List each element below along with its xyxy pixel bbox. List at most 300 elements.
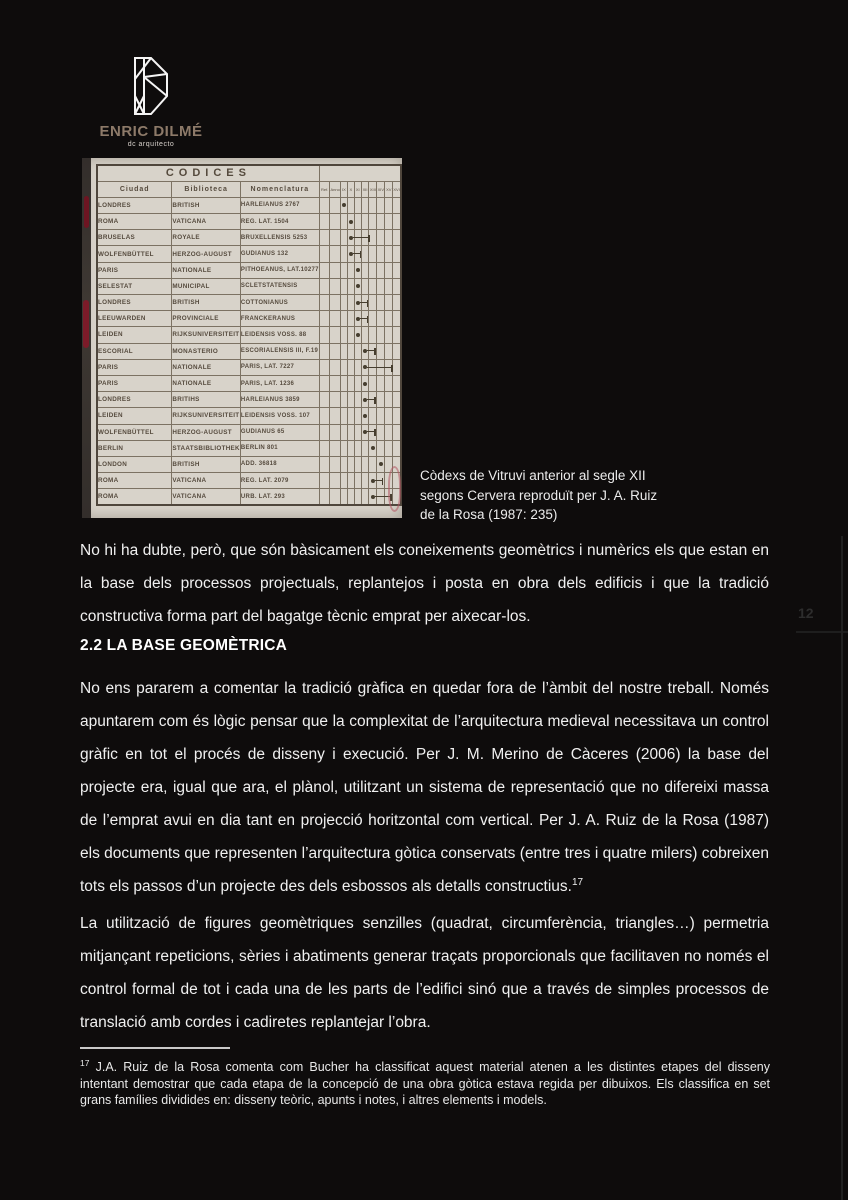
century-cell: [385, 343, 393, 359]
cell-ciudad: WOLFENBÜTTEL: [97, 246, 172, 262]
footnote-separator: [80, 1047, 230, 1049]
cell-biblioteca: VATICANA: [172, 489, 241, 505]
century-cell: [340, 375, 347, 391]
century-cell: [393, 295, 401, 311]
cell-ciudad: ESCORIAL: [97, 343, 172, 359]
century-cell: [354, 311, 361, 327]
century-cell: [393, 408, 401, 424]
century-cell: [377, 489, 385, 505]
century-cell: [354, 440, 361, 456]
century-cell: [340, 197, 347, 213]
century-cell: [347, 489, 354, 505]
century-cell: [369, 424, 377, 440]
cell-ciudad: BERLIN: [97, 440, 172, 456]
century-cell: [319, 311, 330, 327]
century-cell: [385, 262, 393, 278]
century-cell: [347, 424, 354, 440]
century-cell: [377, 197, 385, 213]
cell-nomenclatura: COTTONIANUS: [240, 295, 319, 311]
century-cell: [393, 246, 401, 262]
cell-ciudad: LONDON: [97, 456, 172, 472]
codices-table-grid: [96, 164, 402, 506]
century-cell: [319, 489, 330, 505]
century-cell: [340, 230, 347, 246]
century-cell: [347, 327, 354, 343]
century-cell: [330, 456, 340, 472]
century-cell: [354, 230, 361, 246]
codex-dot-marker: [356, 284, 360, 288]
codex-dot-marker: [363, 382, 367, 386]
table-row: [97, 392, 401, 408]
century-cell: [377, 456, 385, 472]
century-cell: [347, 440, 354, 456]
cell-ciudad: LEIDEN: [97, 408, 172, 424]
century-column-header: Ref.: [319, 181, 330, 197]
table-row: [97, 424, 401, 440]
century-cell: [340, 278, 347, 294]
century-cell: [361, 440, 369, 456]
century-cell: [393, 375, 401, 391]
cell-nomenclatura: URB. LAT. 293: [240, 489, 319, 505]
century-cell: [347, 197, 354, 213]
table-row: [97, 311, 401, 327]
right-margin-rule: [841, 536, 843, 1200]
table-row: [97, 327, 401, 343]
codex-dot-marker: [356, 268, 360, 272]
century-cell: [385, 278, 393, 294]
codex-dot-marker: [342, 203, 346, 207]
century-cell: [385, 408, 393, 424]
cell-biblioteca: RIJKSUNIVERSITEIT: [172, 327, 241, 343]
cell-biblioteca: VATICANA: [172, 214, 241, 230]
century-cell: [369, 343, 377, 359]
century-cell: [354, 359, 361, 375]
century-cell: [319, 197, 330, 213]
cell-nomenclatura: PARIS, LAT. 1236: [240, 375, 319, 391]
cell-nomenclatura: REG. LAT. 2079: [240, 473, 319, 489]
cell-biblioteca: ROYALE: [172, 230, 241, 246]
century-cell: [377, 440, 385, 456]
cell-ciudad: ROMA: [97, 489, 172, 505]
century-cell: [319, 375, 330, 391]
cell-biblioteca: BRITISH: [172, 456, 241, 472]
logo: [96, 55, 206, 148]
century-cell: [361, 424, 369, 440]
century-cell: [354, 489, 361, 505]
century-cell: [393, 278, 401, 294]
table-row: [97, 440, 401, 456]
century-cell: [354, 262, 361, 278]
century-cell: [377, 214, 385, 230]
century-cell: [330, 440, 340, 456]
century-cell: [330, 359, 340, 375]
century-cell: [330, 392, 340, 408]
century-cell: [330, 246, 340, 262]
century-cell: [361, 311, 369, 327]
century-cell: [377, 392, 385, 408]
cell-nomenclatura: GUDIANUS 65: [240, 424, 319, 440]
century-cell: [319, 473, 330, 489]
cell-biblioteca: BRITISH: [172, 295, 241, 311]
century-cell: [340, 359, 347, 375]
century-cell: [319, 214, 330, 230]
century-cell: [354, 375, 361, 391]
table-row: [97, 278, 401, 294]
century-cell: [369, 440, 377, 456]
century-cell: [393, 359, 401, 375]
table-row: [97, 262, 401, 278]
century-cell: [377, 246, 385, 262]
century-cell: [347, 392, 354, 408]
century-cell: [347, 375, 354, 391]
century-cell: [369, 456, 377, 472]
century-cell: [319, 230, 330, 246]
codices-title-spacer: [319, 165, 401, 181]
century-cell: [340, 343, 347, 359]
century-cell: [377, 230, 385, 246]
century-cell: [369, 278, 377, 294]
century-cell: [361, 327, 369, 343]
century-cell: [369, 489, 377, 505]
century-cell: [377, 408, 385, 424]
scan-artifact-pink: [388, 466, 401, 512]
century-cell: [385, 327, 393, 343]
century-cell: [319, 295, 330, 311]
cell-ciudad: LEEUWARDEN: [97, 311, 172, 327]
century-cell: [354, 246, 361, 262]
century-cell: [319, 262, 330, 278]
century-cell: [385, 424, 393, 440]
century-cell: [369, 408, 377, 424]
century-cell: [347, 311, 354, 327]
cell-nomenclatura: BRUXELLENSIS 5253: [240, 230, 319, 246]
century-cell: [347, 456, 354, 472]
century-cell: [347, 295, 354, 311]
century-column-header: XI: [354, 181, 361, 197]
century-cell: [340, 473, 347, 489]
century-cell: [377, 262, 385, 278]
century-cell: [385, 392, 393, 408]
cell-ciudad: ROMA: [97, 473, 172, 489]
century-cell: [340, 311, 347, 327]
century-cell: [330, 262, 340, 278]
century-cell: [361, 375, 369, 391]
century-cell: [393, 343, 401, 359]
century-cell: [347, 359, 354, 375]
century-cell: [330, 295, 340, 311]
cell-nomenclatura: FRANCKERANUS: [240, 311, 319, 327]
century-cell: [319, 278, 330, 294]
century-cell: [330, 230, 340, 246]
codices-table: [96, 164, 402, 506]
century-cell: [340, 295, 347, 311]
column-header: Biblioteca: [172, 181, 241, 197]
cell-biblioteca: MUNICIPAL: [172, 278, 241, 294]
cell-ciudad: PARIS: [97, 359, 172, 375]
century-cell: [393, 230, 401, 246]
century-cell: [347, 262, 354, 278]
century-cell: [393, 392, 401, 408]
century-cell: [361, 456, 369, 472]
century-cell: [385, 246, 393, 262]
century-cell: [330, 408, 340, 424]
century-column-header: XV: [385, 181, 393, 197]
codex-dot-marker: [356, 333, 360, 337]
century-cell: [369, 262, 377, 278]
century-column-header: XII: [361, 181, 369, 197]
century-cell: [319, 327, 330, 343]
century-cell: [361, 197, 369, 213]
cell-nomenclatura: ESCORIALENSIS III, F.19: [240, 343, 319, 359]
century-cell: [369, 359, 377, 375]
century-cell: [330, 311, 340, 327]
cell-nomenclatura: PITHOEANUS, LAT.10277: [240, 262, 319, 278]
cell-biblioteca: NATIONALE: [172, 375, 241, 391]
paragraph: No ens pararem a comentar la tradició gràfica en quedar fora de l’àmbit del nostre treball. Només apuntarem com és lògic pensar que la complexitat de l’arquitectura medieval necessitava un control gràfic en tot el procés de disseny i execució. Per J. M. Merino de Càceres (2006) la base del projecte era, igual que ara, el plànol, utilitzant un sistema de representació que no difereixi massa de l’emprat avui en dia tant en projecció horitzontal com vertical. Per J. A. Ruiz de la Rosa (1987) els documents que representen l’arquitectura gòtica conservats (entre tres i quatre milers) cobreixen tots els passos d’un projecte des dels esbossos als detalls constructius.$^{17}$: [80, 680, 769, 895]
century-cell: [369, 214, 377, 230]
codices-title: CODICES: [97, 165, 319, 181]
cell-ciudad: PARIS: [97, 262, 172, 278]
table-row: [97, 408, 401, 424]
table-row: [97, 197, 401, 213]
cell-ciudad: ROMA: [97, 214, 172, 230]
caption-line: de la Rosa (1987: 235): [420, 507, 558, 522]
figure-caption: [420, 466, 760, 525]
century-cell: [369, 197, 377, 213]
caption-line: Còdexs de Vitruvi anterior al segle XII: [420, 468, 646, 483]
century-cell: [377, 473, 385, 489]
cell-biblioteca: RIJKSUNIVERSITEIT: [172, 408, 241, 424]
century-cell: [319, 424, 330, 440]
century-cell: [369, 311, 377, 327]
century-cell: [377, 278, 385, 294]
cell-nomenclatura: HARLEIANUS 3859: [240, 392, 319, 408]
table-row: [97, 343, 401, 359]
table-row: [97, 375, 401, 391]
century-cell: [385, 311, 393, 327]
century-column-header: XVI: [393, 181, 401, 197]
century-cell: [393, 327, 401, 343]
century-cell: [377, 343, 385, 359]
century-cell: [393, 311, 401, 327]
century-cell: [369, 246, 377, 262]
page-number: 12: [798, 605, 814, 621]
cell-biblioteca: BRITISH: [172, 197, 241, 213]
century-cell: [369, 392, 377, 408]
century-cell: [340, 408, 347, 424]
century-cell: [330, 473, 340, 489]
cell-nomenclatura: PARIS, LAT. 7227: [240, 359, 319, 375]
century-cell: [347, 473, 354, 489]
century-cell: [347, 214, 354, 230]
century-cell: [319, 456, 330, 472]
century-cell: [369, 375, 377, 391]
century-cell: [361, 230, 369, 246]
century-cell: [354, 278, 361, 294]
figure-scan: [82, 158, 402, 518]
logo-mark-icon: [131, 55, 171, 119]
century-cell: [385, 214, 393, 230]
cell-biblioteca: NATIONALE: [172, 262, 241, 278]
century-cell: [340, 262, 347, 278]
century-cell: [354, 214, 361, 230]
table-row: [97, 230, 401, 246]
cell-nomenclatura: HARLEIANUS 2767: [240, 197, 319, 213]
century-cell: [330, 327, 340, 343]
cell-biblioteca: VATICANA: [172, 473, 241, 489]
cell-nomenclatura: GUDIANUS 132: [240, 246, 319, 262]
century-cell: [330, 489, 340, 505]
century-cell: [369, 295, 377, 311]
century-cell: [319, 408, 330, 424]
century-cell: [361, 278, 369, 294]
cell-biblioteca: NATIONALE: [172, 359, 241, 375]
century-cell: [385, 375, 393, 391]
century-cell: [347, 246, 354, 262]
cell-ciudad: LEIDEN: [97, 327, 172, 343]
table-row: [97, 295, 401, 311]
body-text: [80, 534, 769, 1039]
century-cell: [385, 295, 393, 311]
century-cell: [347, 343, 354, 359]
century-cell: [347, 408, 354, 424]
century-cell: [393, 424, 401, 440]
footnote-text: $^{17}$ J.A. Ruiz de la Rosa comenta com Bucher ha classificat aquest material atenen a les distintes etapes del disseny intentant demostrar que cada etapa de la concepció de una obra gòtica estava regida per dibuixos. Els classifica en set grans famílies dividides en: disseny teòric, apunts i notes, i altres elements i models.: [80, 1058, 770, 1108]
century-cell: [354, 408, 361, 424]
century-cell: [385, 197, 393, 213]
century-cell: [393, 214, 401, 230]
century-cell: [340, 392, 347, 408]
cell-ciudad: PARIS: [97, 375, 172, 391]
century-cell: [340, 440, 347, 456]
century-cell: [354, 456, 361, 472]
century-cell: [340, 489, 347, 505]
century-cell: [361, 489, 369, 505]
section-heading: 2.2 LA BASE GEOMÈTRICA: [80, 637, 288, 654]
century-cell: [319, 246, 330, 262]
cell-ciudad: SELESTAT: [97, 278, 172, 294]
century-cell: [385, 359, 393, 375]
century-cell: [319, 392, 330, 408]
table-row: [97, 246, 401, 262]
century-cell: [377, 359, 385, 375]
paragraph: La utilització de figures geomètriques senzilles (quadrat, circumferència, triangles…) permetria mitjançant repeticions, sèries i abatiments generar traçats proporcionals que facilitaven no només el control formal de tot i cada una de les parts de l’edifici sinó que a través de simples processos de translació amb cordes i cadiretes replantejar l’obra.: [80, 915, 769, 1031]
century-cell: [354, 327, 361, 343]
scan-edge-strip: [82, 158, 91, 518]
century-cell: [369, 230, 377, 246]
century-cell: [340, 424, 347, 440]
cell-biblioteca: HERZOG-AUGUST: [172, 424, 241, 440]
century-cell: [377, 311, 385, 327]
century-cell: [361, 408, 369, 424]
century-cell: [361, 359, 369, 375]
cell-nomenclatura: REG. LAT. 1504: [240, 214, 319, 230]
cell-biblioteca: BRITIHS: [172, 392, 241, 408]
scan-artifact-red: [84, 196, 89, 228]
cell-nomenclatura: ADD. 36818: [240, 456, 319, 472]
footnote-ref: 17: [571, 876, 584, 888]
century-column-header: XIV: [377, 181, 385, 197]
cell-ciudad: WOLFENBÜTTEL: [97, 424, 172, 440]
century-cell: [361, 392, 369, 408]
century-cell: [340, 214, 347, 230]
century-cell: [354, 392, 361, 408]
cell-ciudad: LONDRES: [97, 295, 172, 311]
century-column-header: XIII: [369, 181, 377, 197]
century-cell: [340, 246, 347, 262]
table-row: [97, 456, 401, 472]
logo-tagline: dc arquitecto: [127, 141, 175, 148]
codex-dot-marker: [363, 414, 367, 418]
century-cell: [330, 424, 340, 440]
cell-biblioteca: MONASTERIO: [172, 343, 241, 359]
century-cell: [393, 440, 401, 456]
cell-nomenclatura: LEIDENSIS VOSS. 88: [240, 327, 319, 343]
century-cell: [377, 375, 385, 391]
column-header: Ciudad: [97, 181, 172, 197]
cell-nomenclatura: LEIDENSIS VOSS. 107: [240, 408, 319, 424]
century-cell: [393, 262, 401, 278]
century-cell: [354, 295, 361, 311]
table-row: [97, 473, 401, 489]
paragraph: No hi ha dubte, però, que són bàsicament els coneixements geomètrics i numèrics els que estan en la base dels processos projectuals, replantejos i posta en obra dels edificis i que la tradició constructiva forma part del bagatge tècnic emprat per aixecar-los.: [80, 542, 769, 625]
century-cell: [330, 214, 340, 230]
century-cell: [319, 343, 330, 359]
cell-nomenclatura: SCLETSTATENSIS: [240, 278, 319, 294]
cell-nomenclatura: BERLIN 801: [240, 440, 319, 456]
century-cell: [340, 327, 347, 343]
century-cell: [369, 327, 377, 343]
century-column-header: IX: [340, 181, 347, 197]
century-cell: [377, 424, 385, 440]
century-column-header: Anno: [330, 181, 340, 197]
century-cell: [369, 473, 377, 489]
century-cell: [330, 343, 340, 359]
cell-ciudad: LONDRES: [97, 197, 172, 213]
century-cell: [361, 262, 369, 278]
century-cell: [330, 197, 340, 213]
century-cell: [319, 359, 330, 375]
cell-ciudad: BRUSELAS: [97, 230, 172, 246]
cell-biblioteca: HERZOG-AUGUST: [172, 246, 241, 262]
century-cell: [361, 473, 369, 489]
century-cell: [354, 343, 361, 359]
century-cell: [354, 197, 361, 213]
codex-dot-marker: [371, 446, 375, 450]
century-cell: [347, 230, 354, 246]
century-cell: [354, 424, 361, 440]
century-column-header: X: [347, 181, 354, 197]
scan-artifact-red: [83, 300, 89, 348]
codex-dot-marker: [379, 462, 383, 466]
century-cell: [354, 473, 361, 489]
footnote: [80, 1040, 770, 1109]
caption-line: segons Cervera reproduït per J. A. Ruiz: [420, 487, 658, 503]
cell-biblioteca: STAATSBIBLIOTHEK: [172, 440, 241, 456]
century-cell: [361, 343, 369, 359]
century-cell: [385, 440, 393, 456]
cell-biblioteca: PROVINCIALE: [172, 311, 241, 327]
logo-name: ENRIC DILMÉ: [99, 123, 203, 140]
column-header: Nomenclatura: [240, 181, 319, 197]
century-cell: [319, 440, 330, 456]
century-cell: [330, 375, 340, 391]
century-cell: [385, 230, 393, 246]
century-cell: [377, 327, 385, 343]
table-row: [97, 489, 401, 505]
century-cell: [347, 278, 354, 294]
table-row: [97, 359, 401, 375]
